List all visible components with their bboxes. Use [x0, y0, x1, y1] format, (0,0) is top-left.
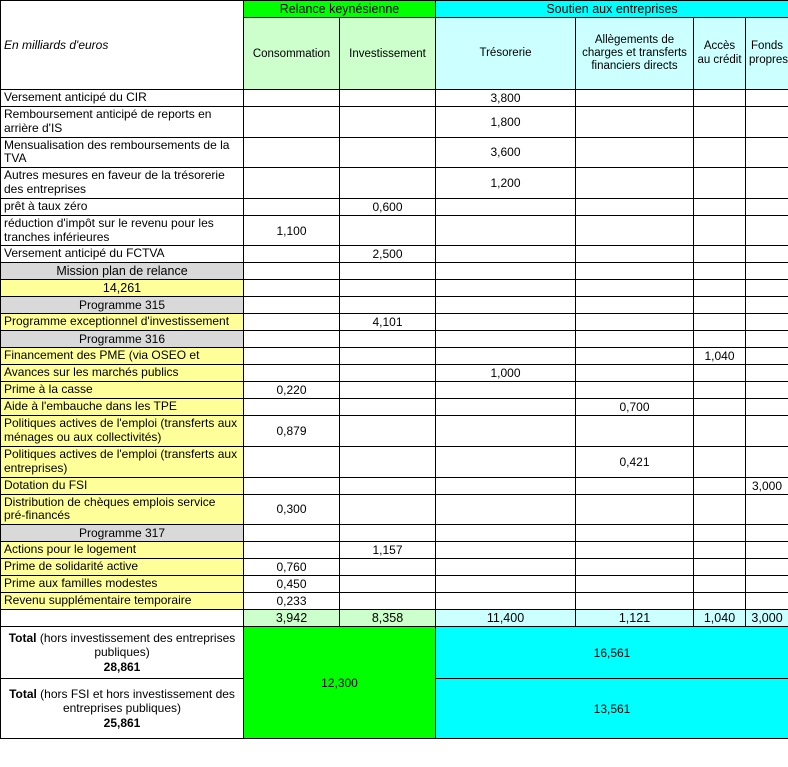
cell-fonds-propres [746, 246, 788, 263]
cell-empty [694, 280, 746, 297]
row-label: Politiques actives de l'emploi (transferts aux ménages ou aux collectivités) [1, 416, 244, 447]
program-title-315: Programme 315 [1, 297, 244, 314]
cell-tresorerie [436, 446, 576, 477]
cell-tresorerie: 3,800 [436, 90, 576, 107]
cell-empty [576, 263, 694, 280]
cell-fonds-propres [746, 314, 788, 331]
cell-investissement [340, 348, 436, 365]
cell-empty [576, 297, 694, 314]
cell-empty [244, 525, 340, 542]
table-row [1, 542, 788, 559]
cell-consommation: 0,233 [244, 593, 340, 610]
cell-fonds-propres [746, 168, 788, 199]
cell-acces-credit [694, 542, 746, 559]
cell-allegements [576, 593, 694, 610]
table-row [1, 494, 788, 525]
table-row [1, 107, 788, 138]
cell-allegements [576, 198, 694, 215]
cell-investissement [340, 416, 436, 447]
cell-investissement [340, 446, 436, 477]
cell-investissement [340, 168, 436, 199]
col-header-fonds-propres: Fonds propres [746, 18, 788, 90]
row-label: Revenu supplémentaire temporaire [1, 593, 244, 610]
cell-acces-credit [694, 382, 746, 399]
cell-tresorerie [436, 399, 576, 416]
cell-fonds-propres [746, 593, 788, 610]
cell-allegements [576, 246, 694, 263]
cell-empty [694, 297, 746, 314]
cell-tresorerie [436, 348, 576, 365]
col-header-consommation: Consommation [244, 18, 340, 90]
program-header-row [1, 525, 788, 542]
cell-empty [340, 280, 436, 297]
table-row [1, 399, 788, 416]
total-amount-1: 28,861 [103, 659, 141, 674]
cell-consommation: 0,450 [244, 576, 340, 593]
row-label: prêt à taux zéro [1, 198, 244, 215]
cell-empty [576, 331, 694, 348]
row-label: Prime à la casse [1, 382, 244, 399]
cell-consommation: 0,879 [244, 416, 340, 447]
row-label: Versement anticipé du CIR [1, 90, 244, 107]
cell-investissement [340, 576, 436, 593]
table-row [1, 576, 788, 593]
table-row [1, 365, 788, 382]
cell-empty [1, 610, 244, 627]
cell-consommation [244, 399, 340, 416]
cell-fonds-propres [746, 215, 788, 246]
total-label-2-rest: (hors FSI et hors investissement des entreprises publiques) [36, 687, 235, 716]
cell-empty [694, 525, 746, 542]
cell-acces-credit: 1,040 [694, 348, 746, 365]
table-row [1, 137, 788, 168]
program-header-row [1, 331, 788, 348]
total-soutien-value-1: 16,561 [436, 627, 788, 679]
cell-consommation [244, 246, 340, 263]
table-group-header-row [1, 1, 788, 18]
cell-investissement: 2,500 [340, 246, 436, 263]
table-row [1, 382, 788, 399]
cell-acces-credit [694, 416, 746, 447]
cell-fonds-propres [746, 399, 788, 416]
cell-empty [436, 297, 576, 314]
group-header-relance: Relance keynésienne [244, 1, 436, 18]
cell-consommation: 1,100 [244, 215, 340, 246]
cell-consommation: 0,760 [244, 559, 340, 576]
row-label: Versement anticipé du FCTVA [1, 246, 244, 263]
section-total-row [1, 280, 788, 297]
row-label: Dotation du FSI [1, 477, 244, 494]
cell-acces-credit [694, 477, 746, 494]
cell-investissement [340, 559, 436, 576]
cell-allegements [576, 382, 694, 399]
table-row [1, 559, 788, 576]
section-header-row [1, 263, 788, 280]
cell-consommation [244, 314, 340, 331]
total-label-2 [1, 679, 244, 739]
total-label-1-rest: (hors investissement des entreprises publiques) [36, 631, 236, 660]
row-label: Programme exceptionnel d'investissement [1, 314, 244, 331]
total-soutien-value-2: 13,561 [436, 679, 788, 739]
cell-fonds-propres [746, 542, 788, 559]
cell-allegements [576, 137, 694, 168]
col-header-investissement: Investissement [340, 18, 436, 90]
cell-acces-credit [694, 314, 746, 331]
cell-fonds-propres [746, 494, 788, 525]
table-row [1, 215, 788, 246]
cell-consommation [244, 198, 340, 215]
cell-investissement [340, 137, 436, 168]
cell-allegements [576, 576, 694, 593]
cell-consommation: 0,220 [244, 382, 340, 399]
cell-investissement [340, 365, 436, 382]
cell-allegements [576, 107, 694, 138]
row-label: Financement des PME (via OSEO et [1, 348, 244, 365]
cell-empty [436, 331, 576, 348]
cell-allegements: 0,700 [576, 399, 694, 416]
program-title-316: Programme 316 [1, 331, 244, 348]
subtotal-row [1, 610, 788, 627]
cell-acces-credit [694, 107, 746, 138]
cell-empty [694, 263, 746, 280]
row-label: Prime aux familles modestes [1, 576, 244, 593]
cell-tresorerie [436, 593, 576, 610]
cell-empty [746, 525, 788, 542]
cell-empty [340, 263, 436, 280]
cell-acces-credit [694, 198, 746, 215]
cell-acces-credit [694, 593, 746, 610]
row-label: Aide à l'embauche dans les TPE [1, 399, 244, 416]
cell-investissement [340, 494, 436, 525]
cell-empty [340, 297, 436, 314]
cell-allegements [576, 365, 694, 382]
cell-allegements [576, 348, 694, 365]
table-row [1, 416, 788, 447]
table-row [1, 168, 788, 199]
total-label-1 [1, 627, 244, 679]
cell-consommation [244, 90, 340, 107]
cell-acces-credit [694, 137, 746, 168]
cell-allegements [576, 494, 694, 525]
cell-investissement: 0,600 [340, 198, 436, 215]
row-label: réduction d'impôt sur le revenu pour les tranches inférieures [1, 215, 244, 246]
row-label: Avances sur les marchés publics [1, 365, 244, 382]
cell-empty [576, 280, 694, 297]
row-label: Mensualisation des remboursements de la TVA [1, 137, 244, 168]
table-row [1, 348, 788, 365]
cell-fonds-propres [746, 365, 788, 382]
cell-consommation [244, 542, 340, 559]
cell-empty [244, 280, 340, 297]
table-row [1, 477, 788, 494]
total-label-1-main: Total [8, 631, 37, 646]
cell-fonds-propres [746, 198, 788, 215]
cell-tresorerie [436, 215, 576, 246]
cell-tresorerie [436, 382, 576, 399]
cell-tresorerie [436, 576, 576, 593]
table-row [1, 90, 788, 107]
cell-consommation [244, 348, 340, 365]
table-row [1, 198, 788, 215]
cell-tresorerie: 1,200 [436, 168, 576, 199]
subtotal-acces-credit: 1,040 [694, 610, 746, 627]
cell-empty [746, 297, 788, 314]
cell-allegements [576, 168, 694, 199]
cell-fonds-propres: 3,000 [746, 477, 788, 494]
cell-tresorerie [436, 477, 576, 494]
cell-consommation [244, 168, 340, 199]
col-header-tresorerie: Trésorerie [436, 18, 576, 90]
cell-consommation [244, 365, 340, 382]
cell-empty [576, 525, 694, 542]
cell-fonds-propres [746, 348, 788, 365]
cell-tresorerie: 3,600 [436, 137, 576, 168]
total-relance-value: 12,300 [244, 627, 436, 739]
cell-tresorerie: 1,800 [436, 107, 576, 138]
cell-allegements: 0,421 [576, 446, 694, 477]
row-label: Politiques actives de l'emploi (transferts aux entreprises) [1, 446, 244, 477]
cell-investissement [340, 593, 436, 610]
cell-tresorerie [436, 416, 576, 447]
cell-empty [244, 331, 340, 348]
cell-allegements [576, 559, 694, 576]
cell-empty [746, 280, 788, 297]
cell-allegements [576, 416, 694, 447]
cell-allegements [576, 314, 694, 331]
cell-empty [244, 297, 340, 314]
mission-total-value: 14,261 [1, 280, 244, 297]
subtotal-fonds-propres: 3,000 [746, 610, 788, 627]
program-title-317: Programme 317 [1, 525, 244, 542]
cell-tresorerie [436, 559, 576, 576]
cell-fonds-propres [746, 446, 788, 477]
cell-consommation [244, 137, 340, 168]
cell-acces-credit [694, 215, 746, 246]
row-label: Actions pour le logement [1, 542, 244, 559]
cell-investissement [340, 399, 436, 416]
table-row [1, 314, 788, 331]
cell-consommation [244, 446, 340, 477]
section-title-mission: Mission plan de relance [1, 263, 244, 280]
cell-empty [340, 525, 436, 542]
cell-fonds-propres [746, 576, 788, 593]
subtotal-consommation: 3,942 [244, 610, 340, 627]
cell-empty [694, 331, 746, 348]
row-label: Autres mesures en faveur de la trésorerie des entreprises [1, 168, 244, 199]
total-label-2-main: Total [9, 687, 37, 702]
cell-fonds-propres [746, 416, 788, 447]
group-header-soutien: Soutien aux entreprises [436, 1, 788, 18]
cell-acces-credit [694, 559, 746, 576]
cell-empty [746, 263, 788, 280]
cell-consommation [244, 477, 340, 494]
table-row [1, 593, 788, 610]
cell-empty [436, 280, 576, 297]
cell-investissement [340, 215, 436, 246]
cell-acces-credit [694, 494, 746, 525]
cell-acces-credit [694, 90, 746, 107]
cell-investissement [340, 382, 436, 399]
col-header-allegements: Allègements de charges et transferts financiers directs [576, 18, 694, 90]
cell-fonds-propres [746, 559, 788, 576]
cell-empty [244, 263, 340, 280]
cell-fonds-propres [746, 107, 788, 138]
cell-acces-credit [694, 446, 746, 477]
subtotal-allegements: 1,121 [576, 610, 694, 627]
cell-allegements [576, 542, 694, 559]
cell-tresorerie [436, 314, 576, 331]
cell-tresorerie [436, 542, 576, 559]
cell-tresorerie: 1,000 [436, 365, 576, 382]
cell-acces-credit [694, 246, 746, 263]
col-header-acces-credit: Accès au crédit [694, 18, 746, 90]
cell-consommation [244, 107, 340, 138]
cell-empty [746, 331, 788, 348]
cell-investissement [340, 477, 436, 494]
grand-total-row-1 [1, 627, 788, 679]
program-header-row [1, 297, 788, 314]
row-label: Prime de solidarité active [1, 559, 244, 576]
cell-acces-credit [694, 168, 746, 199]
table-row [1, 446, 788, 477]
subtotal-tresorerie: 11,400 [436, 610, 576, 627]
cell-investissement [340, 107, 436, 138]
cell-tresorerie [436, 494, 576, 525]
table-row [1, 246, 788, 263]
cell-allegements [576, 477, 694, 494]
subtotal-investissement: 8,358 [340, 610, 436, 627]
cell-acces-credit [694, 399, 746, 416]
cell-allegements [576, 215, 694, 246]
cell-fonds-propres [746, 90, 788, 107]
cell-allegements [576, 90, 694, 107]
cell-fonds-propres [746, 382, 788, 399]
cell-tresorerie [436, 198, 576, 215]
cell-acces-credit [694, 576, 746, 593]
cell-investissement: 1,157 [340, 542, 436, 559]
cell-empty [340, 331, 436, 348]
unit-label-cell: En milliards d'euros [1, 1, 244, 90]
cell-empty [436, 263, 576, 280]
total-amount-2: 25,861 [103, 715, 141, 730]
row-label: Remboursement anticipé de reports en arrière d'IS [1, 107, 244, 138]
row-label: Distribution de chèques emplois service pré-financés [1, 494, 244, 525]
cell-acces-credit [694, 365, 746, 382]
cell-investissement [340, 90, 436, 107]
cell-tresorerie [436, 246, 576, 263]
cell-investissement: 4,101 [340, 314, 436, 331]
cell-consommation: 0,300 [244, 494, 340, 525]
cell-fonds-propres [746, 137, 788, 168]
cell-empty [436, 525, 576, 542]
